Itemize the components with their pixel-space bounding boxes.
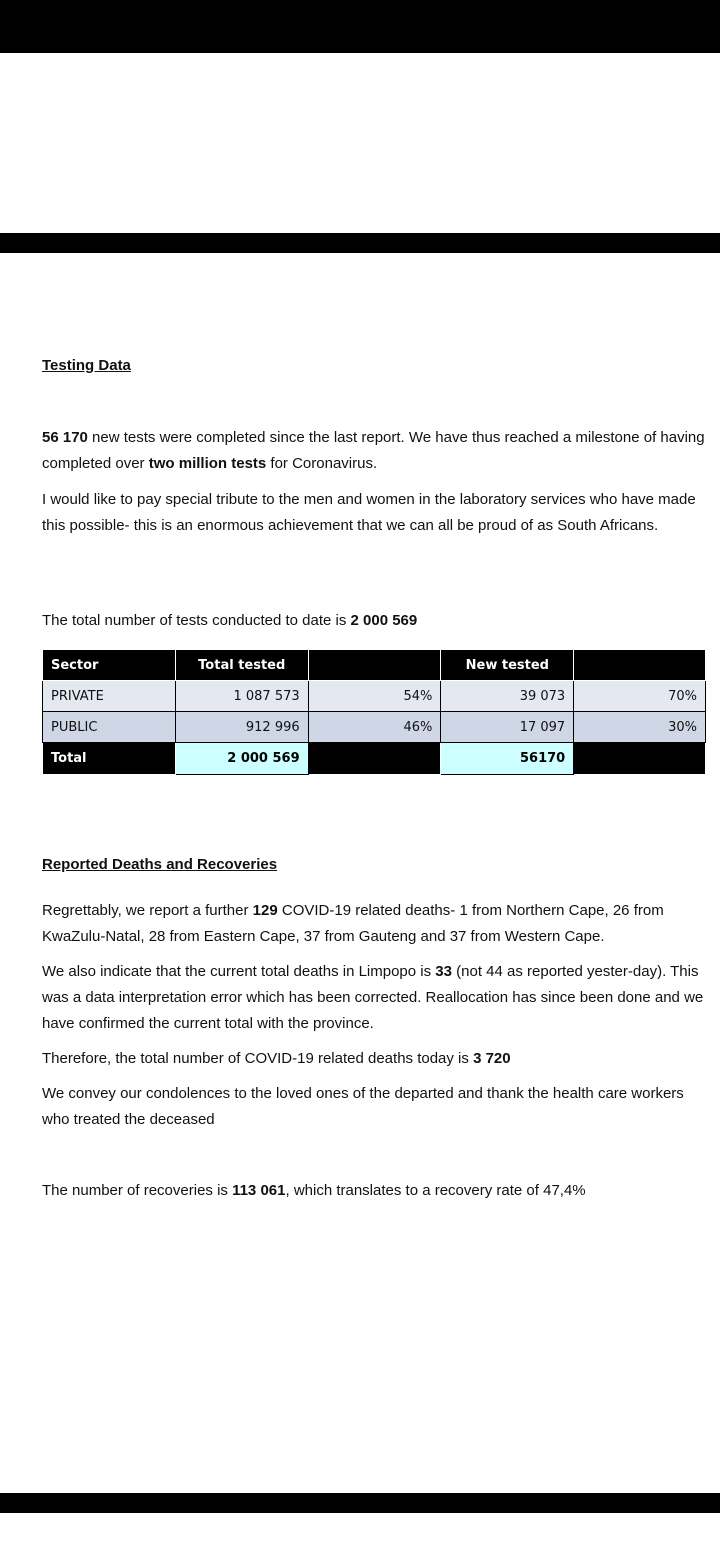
bottom-black-bar — [0, 1493, 720, 1513]
total-tests-line: The total number of tests conducted to date is 2 000 569 — [42, 612, 418, 629]
total-tested-sum: 2 000 569 — [175, 743, 308, 775]
table-header-row — [43, 650, 706, 681]
table-row — [43, 712, 706, 743]
cell-new: 17 097 — [441, 712, 574, 743]
testing-paragraph-1: 56 170 new tests were completed since the last report. We have thus reached a milestone of having completed over two million tests for Coronavirus. — [42, 429, 705, 472]
limpopo-deaths: 33 — [435, 963, 452, 980]
deaths-recoveries-heading: Reported Deaths and Recoveries — [42, 856, 278, 873]
cell-total: 912 996 — [175, 712, 308, 743]
cell-new: 39 073 — [441, 681, 574, 712]
recoveries-value: 113 061 — [232, 1182, 286, 1199]
total-tests-value: 2 000 569 — [350, 612, 418, 629]
deaths-paragraph-1: Regrettably, we report a further 129 COVID-19 related deaths- 1 from Northern Cape, 26 from KwaZulu-Natal, 28 from Eastern Cape, 37 from Gauteng and 37 from Western Cape. — [42, 902, 664, 945]
header-new-tested: New tested — [441, 650, 574, 681]
new-tests-count: 56 170 — [42, 429, 88, 446]
separator-bar — [0, 233, 720, 253]
milestone-text: two million tests — [148, 455, 267, 472]
cell-total-pct: 54% — [308, 681, 441, 712]
cell-new-pct: 70% — [574, 681, 706, 712]
recoveries-paragraph: The number of recoveries is 113 061, which translates to a recovery rate of 47,4% — [42, 1182, 586, 1199]
table-total-row — [43, 743, 706, 775]
top-black-bar — [0, 0, 720, 53]
testing-data-heading: Testing Data — [42, 357, 131, 374]
cell-new-pct: 30% — [574, 712, 706, 743]
deaths-count: 129 — [252, 902, 278, 919]
header-new-pct — [574, 650, 706, 681]
cell-sector: PRIVATE — [43, 681, 176, 712]
header-total-pct — [308, 650, 441, 681]
deaths-paragraph-3: Therefore, the total number of COVID-19 related deaths today is 3 720 — [42, 1050, 511, 1067]
total-label: Total — [43, 743, 176, 775]
condolences-paragraph: We convey our condolences to the loved ones of the departed and thank the health care workers who treated the deceased — [42, 1085, 684, 1128]
deaths-paragraph-2: We also indicate that the current total deaths in Limpopo is 33 (not 44 as reported yester-day). This was a data interpretation error which has been corrected. Reallocation has since been done and we have confirmed the current total with the province. — [42, 963, 704, 1032]
cell-sector: PUBLIC — [43, 712, 176, 743]
testing-paragraph-2: I would like to pay special tribute to the men and women in the laboratory services who have made this possible- this is an enormous achievement that we can all be proud of as South Africans. — [42, 491, 696, 534]
total-empty-cell — [574, 743, 706, 775]
header-total-tested: Total tested — [175, 650, 308, 681]
total-empty-cell — [308, 743, 441, 775]
new-tested-sum: 56170 — [441, 743, 574, 775]
testing-table — [42, 649, 706, 775]
cell-total: 1 087 573 — [175, 681, 308, 712]
table-row — [43, 681, 706, 712]
header-sector: Sector — [43, 650, 176, 681]
cell-total-pct: 46% — [308, 712, 441, 743]
total-deaths-value: 3 720 — [473, 1050, 511, 1067]
